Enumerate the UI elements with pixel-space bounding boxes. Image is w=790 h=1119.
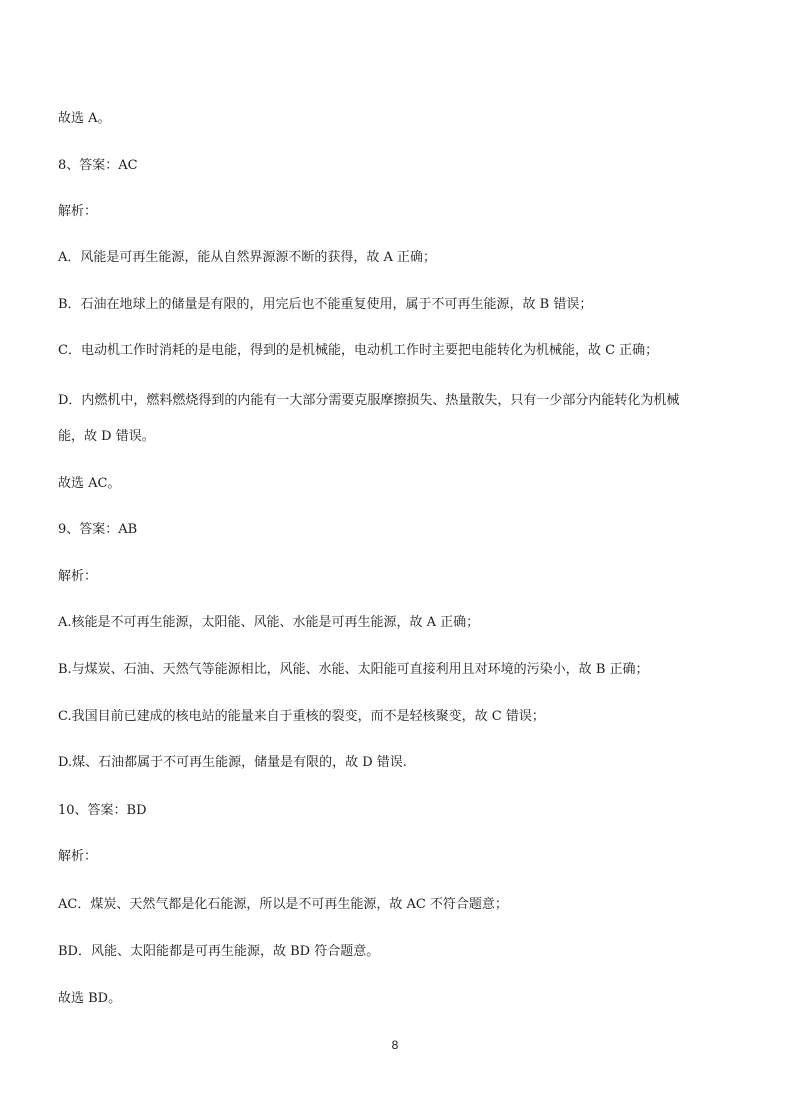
analysis-8-option-d: D．内燃机中，燃料燃烧得到的内能有一大部分需要克服摩擦损失、热量散失，只有一少部分内能转化为机械 (58, 393, 680, 408)
analysis-8-option-c: C．电动机工作时消耗的是电能，得到的是机械能，电动机工作时主要把电能转化为机械能，故 C 正确； (58, 343, 659, 358)
analysis-9-option-a: A.核能是不可再生能源，太阳能、风能、水能是可再生能源，故 A 正确； (58, 615, 480, 630)
analysis-9-label: 解析： (58, 569, 98, 584)
analysis-8-label: 解析： (58, 204, 98, 219)
analysis-10-label: 解析： (58, 849, 98, 864)
analysis-8-option-a: A．风能是可再生能源，能从自然界源源不断的获得，故 A 正确； (58, 250, 437, 265)
analysis-8-option-d-continued: 能，故 D 错误。 (58, 429, 155, 444)
conclusion-10: 故选 BD。 (58, 991, 122, 1006)
analysis-10-option-bd: BD．风能、太阳能都是可再生能源，故 BD 符合题意。 (58, 944, 380, 959)
conclusion-8: 故选 AC。 (58, 476, 121, 491)
conclusion-7: 故选 A。 (58, 111, 111, 126)
analysis-9-option-c: C.我国目前已建成的核电站的能量来自于重核的裂变，而不是轻核聚变，故 C 错误； (58, 709, 545, 724)
analysis-9-option-b: B.与煤炭、石油、天然气等能源相比，风能、水能、太阳能可直接利用且对环境的污染小，故 B 正确； (58, 662, 649, 677)
analysis-8-option-b: B．石油在地球上的储量是有限的，用完后也不能重复使用，属于不可再生能源，故 B 错误； (58, 297, 593, 312)
answer-8-heading: 8、答案：AC (58, 158, 138, 173)
analysis-10-option-ac: AC．煤炭、天然气都是化石能源，所以是不可再生能源，故 AC 不符合题意； (58, 897, 508, 912)
page-number: 8 (391, 1038, 399, 1052)
analysis-9-option-d: D.煤、石油都属于不可再生能源，储量是有限的，故 D 错误. (58, 755, 407, 770)
answer-10-heading: 10、答案：BD (58, 803, 147, 818)
answer-9-heading: 9、答案：AB (58, 522, 138, 537)
